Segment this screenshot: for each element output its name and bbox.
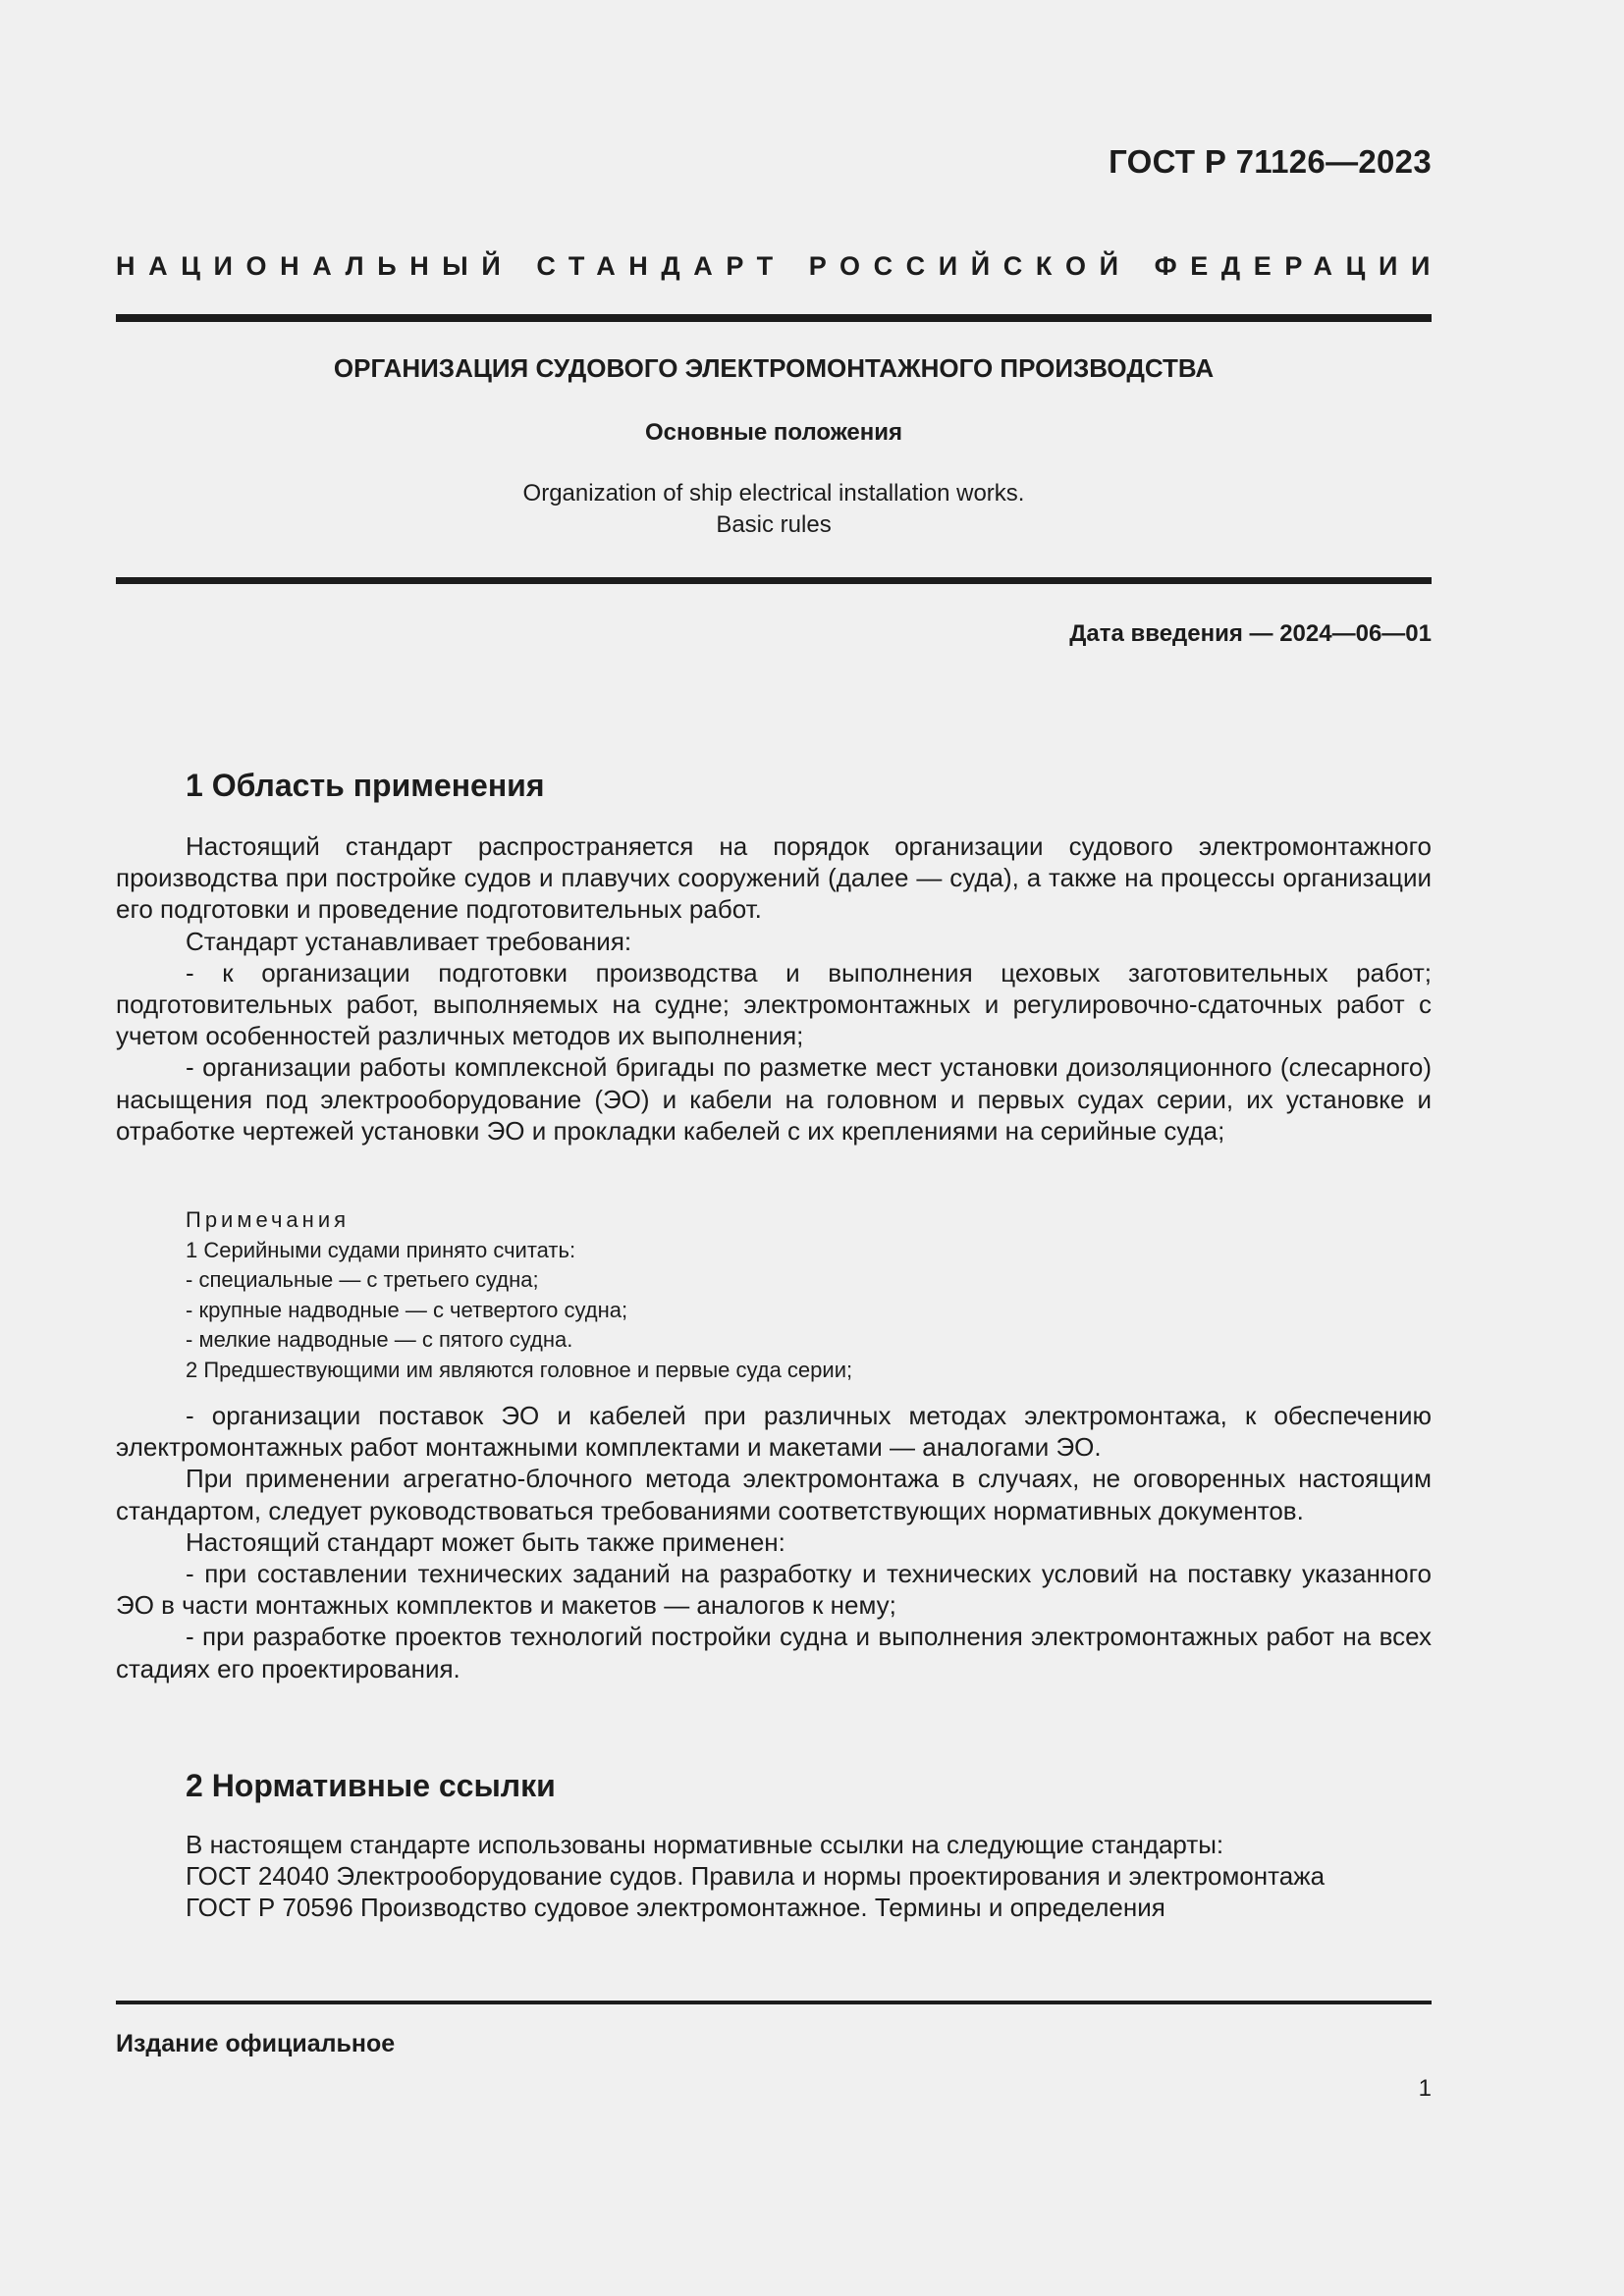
paragraph: - организации работы комплексной бригады по разметке мест установки доизоляционного (слесарного) насыщения под электрооборудование (ЭО) и кабели на головном и первых судах серии, их установке и отработке чертежей установки ЭО и прокладки кабелей с их креплениями на серийные суда; xyxy=(116,1052,1432,1146)
english-title-line: Organization of ship electrical installation works. xyxy=(522,480,1025,507)
paragraph: - организации поставок ЭО и кабелей при различных методах электромонтажа, к обеспечению электромонтажных работ монтажными комплектами и макетами — аналогами ЭО. xyxy=(116,1401,1432,1463)
top-rule xyxy=(116,314,1432,322)
scope-text-part-2 xyxy=(116,1400,1432,1684)
note-line: - специальные — с третьего судна; xyxy=(186,1267,539,1292)
paragraph: Настоящий стандарт распространяется на порядок организации судового электромонтажного производства при постройке судов и плавучих сооружений (далее — суда), а также на процессы организации его подготовки и проведение подготовительных работ. xyxy=(116,831,1432,925)
introduction-date: Дата введения — 2024—06—01 xyxy=(1069,620,1432,647)
paragraph: При применении агрегатно-блочного метода электромонтажа в случаях, не оговоренных настоящим стандартом, следует руководствоваться требованиями соответствующих нормативных документов. xyxy=(116,1464,1432,1525)
note-line: - мелкие надводные — с пятого судна. xyxy=(186,1327,573,1352)
section-heading-scope: 1 Область применения xyxy=(186,768,545,803)
paragraph: - при составлении технических заданий на разработку и технических условий на поставку указанного ЭО в части монтажных комплектов и макетов — аналогов к нему; xyxy=(116,1559,1432,1621)
notes-title: Примечания xyxy=(186,1207,351,1232)
national-standard-title: НАЦИОНАЛЬНЫЙ СТАНДАРТ РОССИЙСКОЙ ФЕДЕРАЦИИ xyxy=(116,251,1443,281)
footer-rule xyxy=(116,2001,1432,2004)
standard-number: ГОСТ Р 71126—2023 xyxy=(1109,143,1432,180)
page-number: 1 xyxy=(1418,2075,1432,2102)
section-heading-references: 2 Нормативные ссылки xyxy=(186,1768,556,1803)
paragraph: Стандарт устанавливает требования: xyxy=(186,926,632,956)
paragraph: - при разработке проектов технологий постройки судна и выполнения электромонтажных работ на всех стадиях его проектирования. xyxy=(116,1622,1432,1683)
paragraph: В настоящем стандарте использованы нормативные ссылки на следующие стандарты: xyxy=(186,1830,1224,1859)
notes-block xyxy=(186,1205,852,1385)
paragraph: Настоящий стандарт может быть также применен: xyxy=(186,1526,785,1557)
note-line: 1 Серийными судами принято считать: xyxy=(186,1237,576,1262)
paragraph: - к организации подготовки производства и выполнения цеховых заготовительных работ; подготовительных работ, выполняемых на судне; электромонтажных и регулировочно-сдаточных работ с учетом особенностей различных методов их выполнения; xyxy=(116,957,1432,1051)
english-title xyxy=(116,478,1432,541)
document-title: ОРГАНИЗАЦИЯ СУДОВОГО ЭЛЕКТРОМОНТАЖНОГО ПРОИЗВОДСТВА xyxy=(333,353,1215,383)
document-subtitle: Основные положения xyxy=(644,419,903,446)
note-line: - крупные надводные — с четвертого судна; xyxy=(186,1297,628,1322)
references-text xyxy=(116,1829,1432,1924)
title-bottom-rule xyxy=(116,577,1432,584)
note-line: 2 Предшествующими им являются головное и первые суда серии; xyxy=(186,1357,853,1382)
document-page xyxy=(116,0,1443,2296)
scope-text-part-1 xyxy=(116,830,1432,1147)
reference-item: ГОСТ Р 70596 Производство судовое электромонтажное. Термины и определения xyxy=(186,1893,1165,1923)
english-title-line: Basic rules xyxy=(716,511,832,538)
reference-item: ГОСТ 24040 Электрооборудование судов. Правила и нормы проектирования и электромонтажа xyxy=(186,1861,1326,1892)
edition-label: Издание официальное xyxy=(116,2030,396,2057)
